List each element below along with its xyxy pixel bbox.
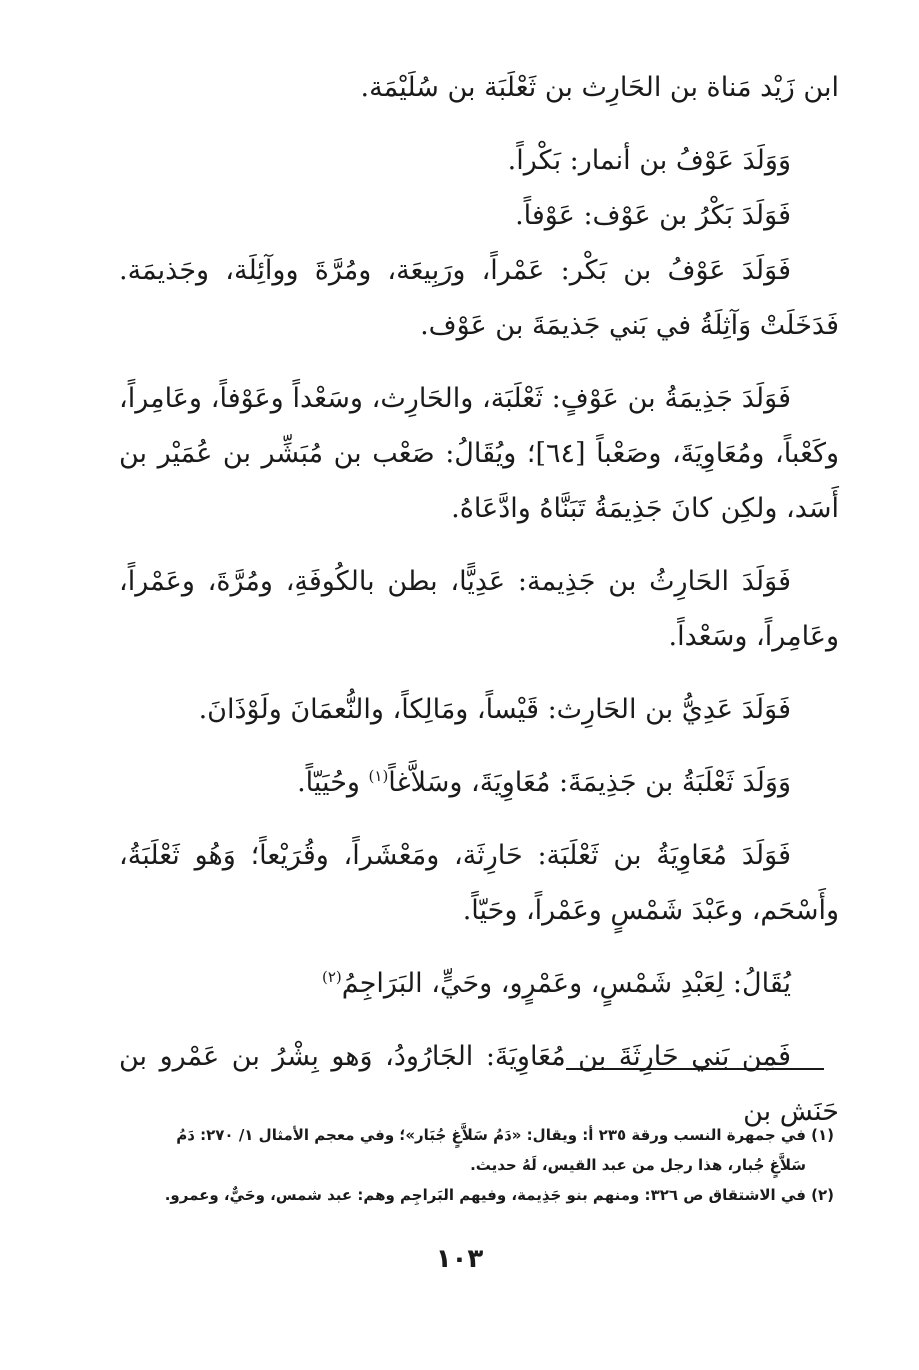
paragraph-4: فَوَلَدَ عَوْفُ بن بَكْر: عَمْراً، ورَبِيعَة، ومُرَّةَ ووآئِلَة، وجَذيمَة. فَدَخَلَتْ وَآثِلَةُ في بَني جَذيمَةَ بن عَوْف. [119, 255, 839, 341]
paragraph-1: ابن زَيْد مَناة بن الحَارِث بن ثَعْلَبَة بن سُلَيْمَة. [360, 72, 839, 103]
paragraph-2: وَوَلَدَ عَوْفُ بن أنمار: بَكْراً. [507, 145, 791, 176]
footnotes [104, 1120, 834, 1210]
paragraph-5: فَوَلَدَ جَذِيمَةُ بن عَوْفٍ: ثَعْلَبَة، والحَارِث، وسَعْداً وعَوْفاً، وعَامِراً، وكَعْباً، ومُعَاوِيَةَ، وصَعْباً [٦٤]؛ ويُقَالُ: صَعْب بن مُبَشِّر بن عُمَيْر بن أَسَد، ولكِن كانَ جَذِيمَةُ تَبَنَّاهُ وادَّعَاهُ. [119, 383, 839, 524]
paragraph-8-text-after: وحُيَيّاً. [297, 767, 369, 798]
paragraph-6: فَوَلَدَ الحَارِثُ بن جَذِيمة: عَدِيًّا، بطن بالكُوفَةِ، ومُرَّةَ، وعَمْراً، وعَامِراً، وسَعْداً. [119, 566, 839, 652]
footnote-divider [566, 1068, 824, 1070]
footnote-2-line-1: (٢) في الاشتقاق ص ٣٢٦: ومنهم بنو جَذِيمة، وفيهم البَراجِم وهم: عبد شمس، وحَيٌّ، وعمرو. [164, 1186, 834, 1204]
footnote-1 [104, 1120, 834, 1180]
paragraph-3: فَوَلَدَ بَكْرُ بن عَوْف: عَوْفاً. [515, 200, 791, 231]
footnote-1-line-2: سَلاَّغٍ جُبار، هذا رجل من عبد القيس، لَهُ حديث. [470, 1156, 806, 1174]
paragraph-8-text-before: وَوَلَدَ ثَعْلَبَةُ بن جَذِيمَةَ: مُعَاوِيَةَ، وسَلاَّغاً [388, 767, 791, 798]
footnote-2 [104, 1180, 834, 1210]
paragraph-10 [119, 956, 839, 1011]
paragraph-11: فَمِن بَني حَارِثَةَ بن مُعَاوِيَةَ: الجَارُودُ، وَهو بِشْرُ بن عَمْرو بن حَنَش بن [119, 1041, 839, 1127]
page-number: ١٠٣ [435, 1244, 484, 1274]
paragraph-9: فَوَلَدَ مُعَاوِيَةُ بن ثَعْلَبَة: حَارِثَة، ومَعْشَراً، وقُرَيْعاً؛ وَهُو ثَعْلَبَةُ، وأَسْحَم، وعَبْدَ شَمْسٍ وعَمْراً، وحَيّاً. [119, 840, 839, 926]
main-text [119, 60, 839, 1157]
footnote-1-line-1: (١) في جمهرة النسب ورقة ٢٣٥ أ: ويقال: «دَمُ سَلاَّغٍ جُبَار»؛ وفي معجم الأمثال ١/ ٢٧٠: دَمُ [176, 1126, 834, 1144]
paragraph-8 [119, 755, 839, 810]
footnote-ref-2[interactable]: (٢) [321, 968, 342, 986]
paragraph-7: فَوَلَدَ عَدِيُّ بن الحَارِث: قَيْساً، ومَالِكاً، والنُّعمَانَ ولَوْذَانَ. [198, 694, 791, 725]
paragraph-10-text-before: يُقَالُ: لِعَبْدِ شَمْسٍ، وعَمْرٍو، وحَيٍّ، البَرَاجِمُ [341, 968, 791, 999]
footnote-ref-1[interactable]: (١) [368, 767, 389, 785]
